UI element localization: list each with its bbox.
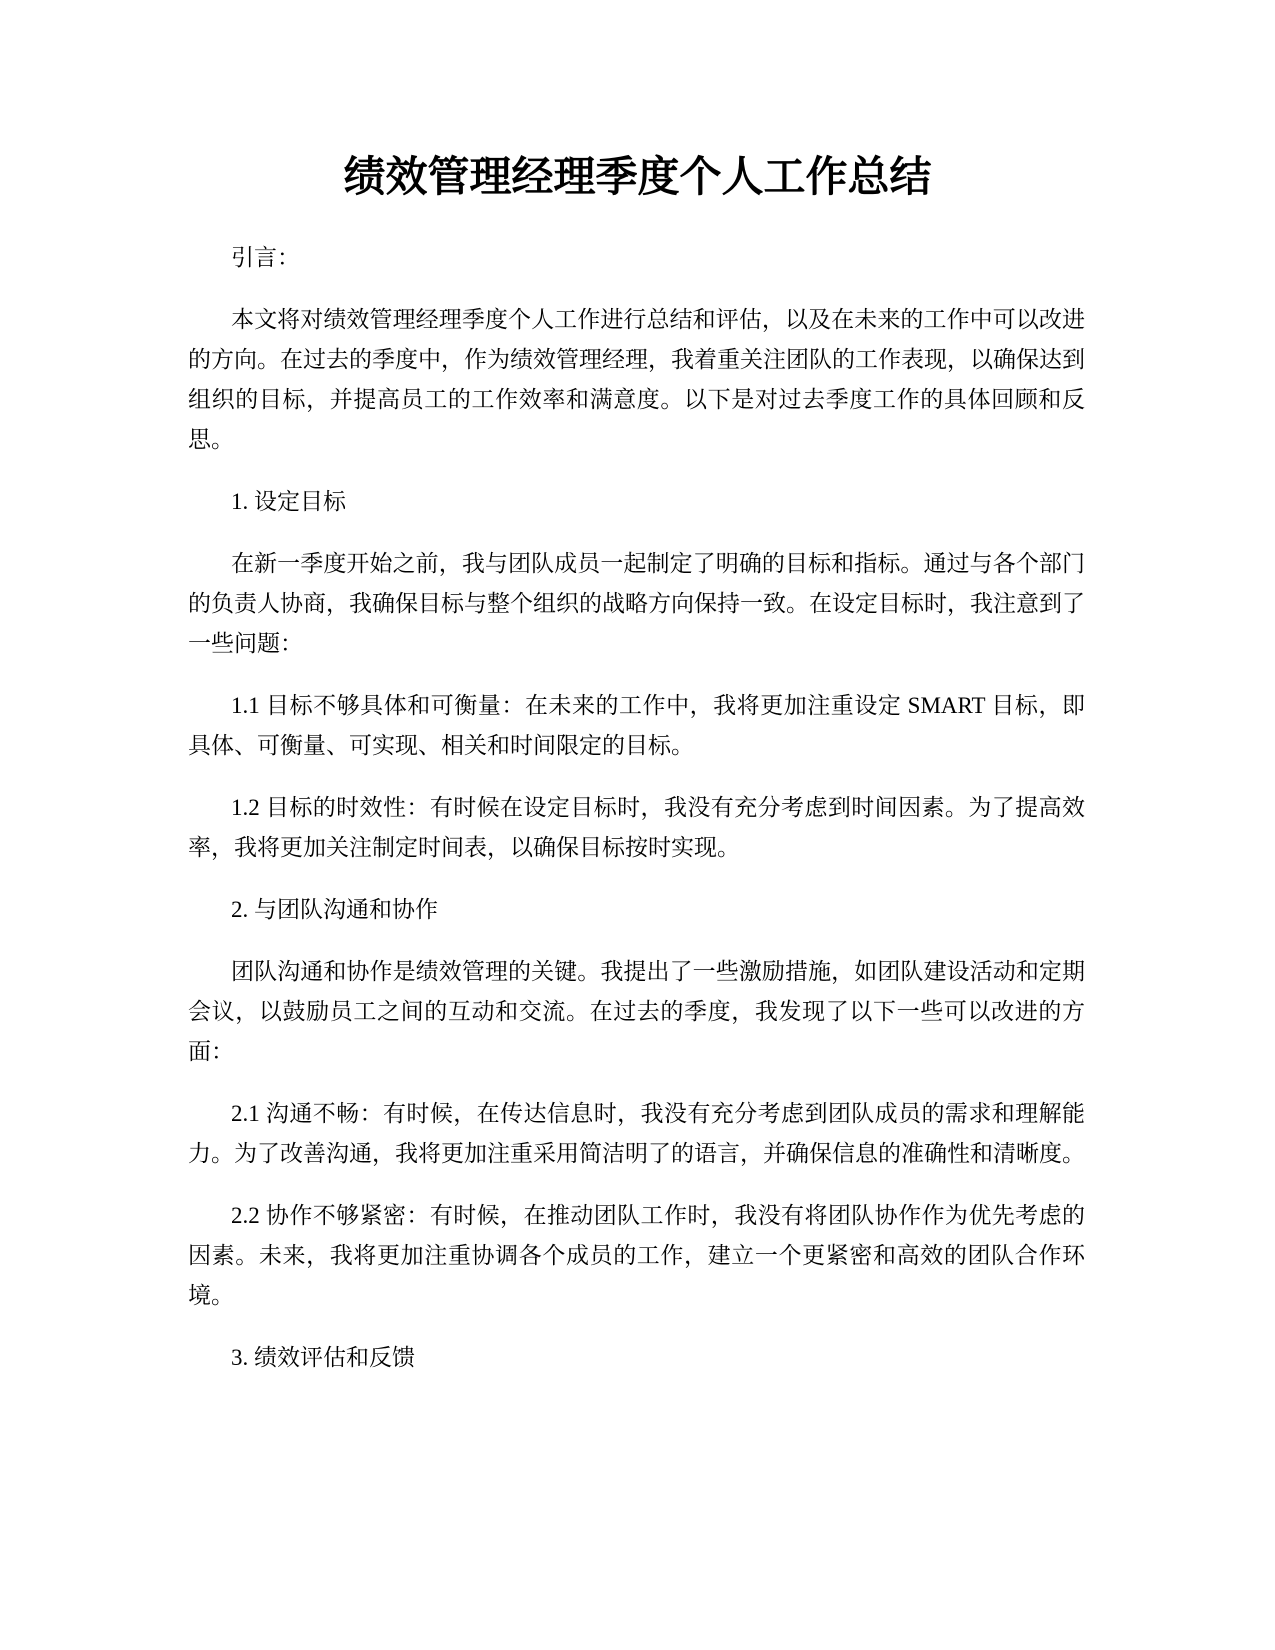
section-heading-communication: 2. 与团队沟通和协作 — [231, 897, 438, 922]
section-heading-evaluation: 3. 绩效评估和反馈 — [231, 1345, 415, 1370]
communication-item-2-1: 2.1 沟通不畅：有时候，在传达信息时，我没有充分考虑到团队成员的需求和理解能力。为了改善沟通，我将更加注重采用简洁明了的语言，并确保信息的准确性和清晰度。 — [188, 1101, 1085, 1166]
communication-item-2-2: 2.2 协作不够紧密：有时候，在推动团队工作时，我没有将团队协作作为优先考虑的因素。未来，我将更加注重协调各个成员的工作，建立一个更紧密和高效的团队合作环境。 — [188, 1203, 1085, 1308]
section-heading-goals: 1. 设定目标 — [231, 489, 346, 514]
page-title: 绩效管理经理季度个人工作总结 — [343, 152, 932, 201]
goals-item-1-1: 1.1 目标不够具体和可衡量：在未来的工作中，我将更加注重设定 SMART 目标，即具体、可衡量、可实现、相关和时间限定的目标。 — [188, 693, 1085, 758]
communication-paragraph: 团队沟通和协作是绩效管理的关键。我提出了一些激励措施，如团队建设活动和定期会议，以鼓励员工之间的互动和交流。在过去的季度，我发现了以下一些可以改进的方面： — [188, 959, 1085, 1064]
goals-paragraph: 在新一季度开始之前，我与团队成员一起制定了明确的目标和指标。通过与各个部门的负责人协商，我确保目标与整个组织的战略方向保持一致。在设定目标时，我注意到了一些问题： — [188, 551, 1085, 656]
intro-heading: 引言： — [231, 245, 300, 270]
document-body — [188, 238, 1085, 1400]
intro-paragraph: 本文将对绩效管理经理季度个人工作进行总结和评估，以及在未来的工作中可以改进的方向。在过去的季度中，作为绩效管理经理，我着重关注团队的工作表现，以确保达到组织的目标，并提高员工的工作效率和满意度。以下是对过去季度工作的具体回顾和反思。 — [188, 307, 1085, 452]
goals-item-1-2: 1.2 目标的时效性：有时候在设定目标时，我没有充分考虑到时间因素。为了提高效率，我将更加关注制定时间表，以确保目标按时实现。 — [188, 795, 1085, 860]
